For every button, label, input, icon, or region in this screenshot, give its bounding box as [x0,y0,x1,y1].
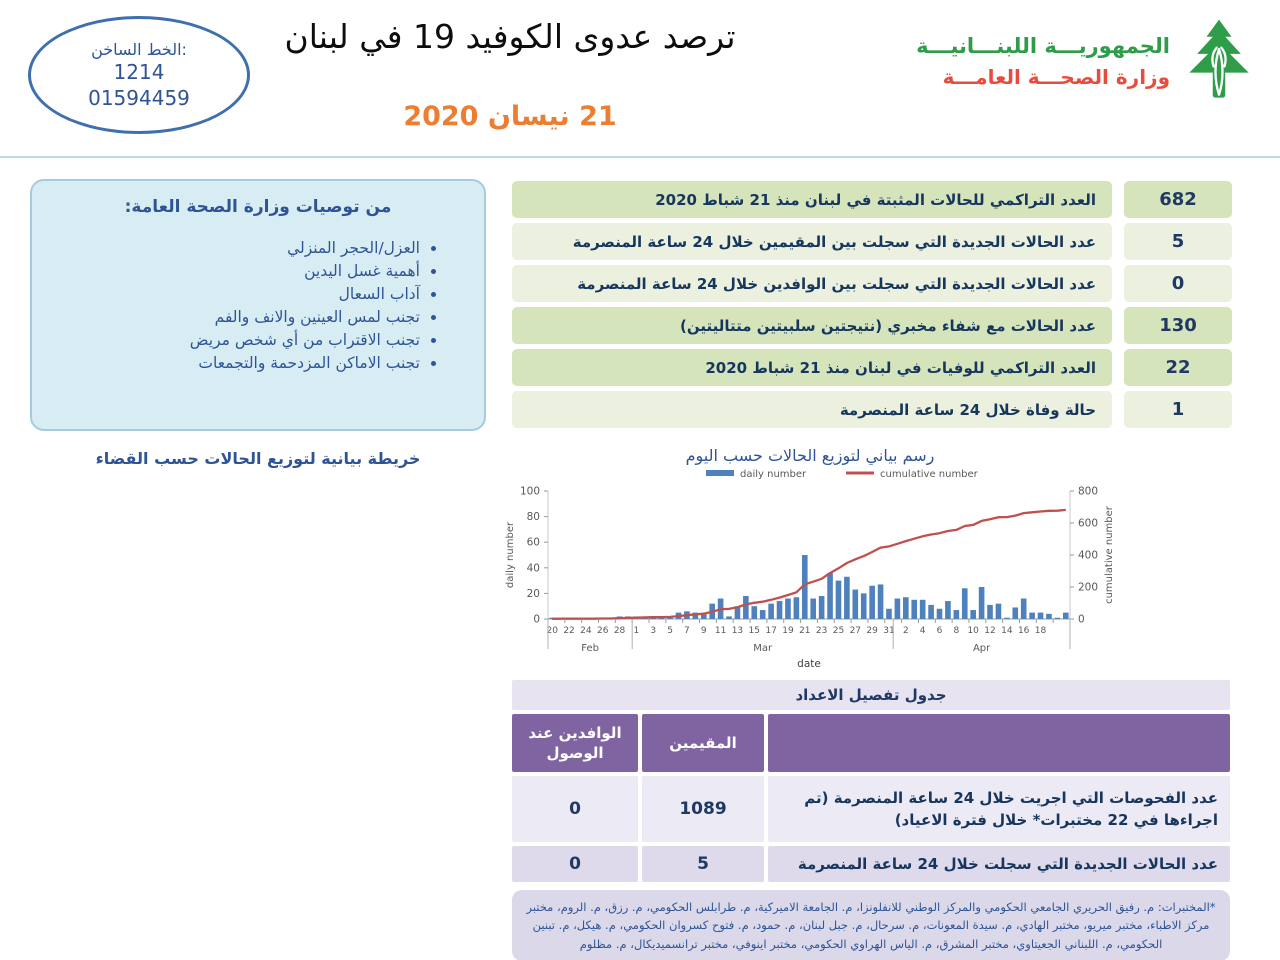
recommendation-item: • أهمية غسل اليدين [56,262,420,280]
stat-value: 0 [1124,265,1232,302]
labs-footnote: *المختبرات: م. رفيق الحريري الجامعي الحكومي والمركز الوطني للانفلونزا، م. الجامعة الاميركية، م. طرابلس الحكومي، م. رزق، م. الروم، مختبر مركز الاطباء، مختبر ميريو، مختبر الهادي، م. سيدة المعونات، م. سرحال، م. جبل لبنان، م. حمود، م. فتوح كسروان الحكومي، م. هيكل، م. تبنين الحكومي، م. اللبناني الجعيتاوي، مختبر المشرق، م. الياس الهراوي الحكومي، مختبر اينوفي، مختبر ترانسميديكال، م. مظلوم [512,890,1230,960]
svg-text:10: 10 [967,626,979,636]
svg-text:18: 18 [1034,626,1047,636]
ministry-logo [916,18,1258,104]
svg-text:17: 17 [765,626,777,636]
svg-text:13: 13 [731,626,744,636]
recommendations-title: من توصيات وزارة الصحة العامة: [124,197,392,217]
svg-text:4: 4 [919,626,926,636]
cedar-tree-icon [1180,18,1258,104]
svg-text:5: 5 [667,626,673,636]
svg-text:date: date [797,658,821,670]
recommendations-list [56,239,420,372]
cell-residents: 5 [642,846,764,882]
cell-residents: 1089 [642,776,764,842]
svg-text:200: 200 [1078,581,1099,594]
stat-label: عدد الحالات مع شفاء مخبري (نتيجتين سلبيتين متتاليتين) [512,307,1112,344]
svg-text:60: 60 [526,536,540,549]
column-header-arrivals: الوافدين عند الوصول [512,714,638,772]
stat-row [512,307,1244,344]
svg-text:26: 26 [596,626,609,636]
svg-text:7: 7 [684,626,690,636]
recommendation-item: • تجنب لمس العينين والانف والفم [56,308,420,326]
hotline-number-long: 01594459 [88,85,190,110]
svg-text:11: 11 [714,626,727,636]
svg-text:14: 14 [1001,626,1013,636]
hotline-number-short: 1214 [113,59,165,84]
svg-text:cumulative number: cumulative number [880,469,978,480]
svg-text:21: 21 [799,626,811,636]
stat-value: 22 [1124,349,1232,386]
stat-value: 130 [1124,307,1232,344]
svg-text:Feb: Feb [581,643,599,654]
ministry-name-line2: وزارة الصحـــة العامـــة [942,64,1170,89]
cell-label: عدد الحالات الجديدة التي سجلت خلال 24 ساعة المنصرمة [768,846,1230,882]
svg-text:24: 24 [580,626,592,636]
ministry-name-line1: الجمهوريـــة اللبنـــانيـــة [916,34,1170,59]
stat-value: 5 [1124,223,1232,260]
svg-text:28: 28 [613,626,626,636]
recommendation-item: • تجنب الاقتراب من أي شخص مريض [56,331,420,349]
svg-text:0: 0 [1078,613,1085,626]
cell-label: عدد الفحوصات التي اجريت خلال 24 ساعة المنصرمة (تم اجراءها في 22 مختبرات* خلال فترة الاعياد) [768,776,1230,842]
recommendations-panel [30,179,486,431]
svg-text:cumulative number: cumulative number [1104,506,1115,604]
svg-text:25: 25 [832,626,845,636]
svg-text:Apr: Apr [972,643,991,654]
svg-text:31: 31 [883,626,895,636]
stat-label: حالة وفاة خلال 24 ساعة المنصرمة [512,391,1112,428]
stat-row [512,391,1244,428]
details-table-title: جدول تفصيل الاعداد [512,680,1230,710]
svg-text:0: 0 [533,613,540,626]
stat-label: عدد الحالات الجديدة التي سجلت بين المقيمين خلال 24 ساعة المنصرمة [512,223,1112,260]
details-table-body [512,776,1230,882]
stat-row [512,265,1244,302]
svg-text:600: 600 [1078,517,1099,530]
svg-text:100: 100 [519,485,540,498]
details-table [512,680,1230,960]
svg-text:8: 8 [953,626,960,636]
svg-text:1: 1 [633,626,640,636]
svg-text:20: 20 [526,587,540,600]
stat-row [512,223,1244,260]
svg-text:40: 40 [526,562,540,575]
svg-text:20: 20 [546,626,558,636]
column-header-blank [768,714,1230,772]
stat-row [512,349,1244,386]
details-table-header [512,714,1230,772]
recommendation-item: • العزل/الحجر المنزلي [56,239,420,257]
page-title: ترصد عدوى الكوفيد 19 في لبنان [284,17,736,56]
report-date: 21 نيسان 2020 [403,101,617,132]
stat-label: العدد التراكمي للوفيات في لبنان منذ 21 شباط 2020 [512,349,1112,386]
cell-arrivals: 0 [512,846,638,882]
cumulative-line [552,510,1066,619]
svg-text:22: 22 [563,626,575,636]
svg-text:12: 12 [984,626,996,636]
hotline-label: الخط الساخن: [91,39,187,59]
table-row [512,846,1230,882]
stat-label: عدد الحالات الجديدة التي سجلت بين الوافدين خلال 24 ساعة المنصرمة [512,265,1112,302]
svg-text:6: 6 [936,626,943,636]
svg-text:daily number: daily number [740,469,807,480]
svg-text:23: 23 [815,626,828,636]
recommendation-item: • تجنب الاماكن المزدحمة والتجمعات [56,354,420,372]
svg-text:19: 19 [782,626,794,636]
svg-text:2: 2 [902,626,909,636]
hotline-badge [28,16,250,134]
stat-value: 682 [1124,181,1232,218]
svg-text:27: 27 [849,626,862,636]
key-stats [512,181,1244,433]
column-header-residents: المقيمين [642,714,764,772]
svg-text:16: 16 [1017,626,1030,636]
district-map-link[interactable]: خريطة بيانية لتوزيع الحالات حسب القضاء [95,449,421,468]
daily-distribution-chart [500,467,1120,679]
bars-series [549,555,1068,619]
stat-row [512,181,1244,218]
svg-text:9: 9 [700,626,707,636]
svg-text:daily number: daily number [505,521,516,589]
cell-arrivals: 0 [512,776,638,842]
recommendation-item: • آداب السعال [56,285,420,303]
svg-text:Mar: Mar [753,643,773,654]
svg-text:80: 80 [526,511,540,524]
svg-text:800: 800 [1078,485,1099,498]
stat-label: العدد التراكمي للحالات المثبتة في لبنان منذ 21 شباط 2020 [512,181,1112,218]
chart-title: رسم بياني لتوزيع الحالات حسب اليوم [685,446,935,465]
svg-text:400: 400 [1078,549,1099,562]
table-row [512,776,1230,842]
stat-value: 1 [1124,391,1232,428]
svg-text:29: 29 [866,626,878,636]
header-divider [0,156,1280,158]
svg-text:3: 3 [650,626,657,636]
daily-chart-block [500,446,1120,683]
svg-text:15: 15 [748,626,761,636]
